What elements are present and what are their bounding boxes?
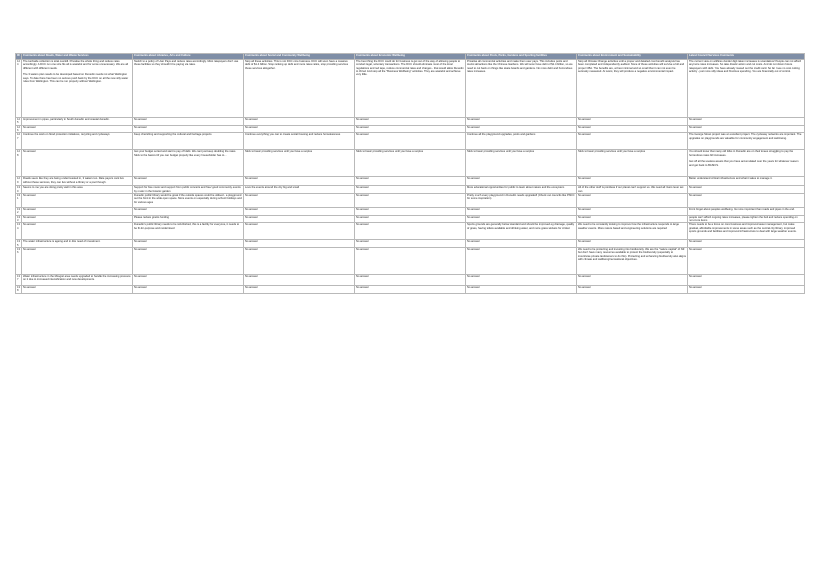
comment-cell[interactable]: Better understand critical infrastructure and what it takes to manage it.	[688, 177, 805, 186]
comment-cell[interactable]: No answer	[688, 248, 805, 275]
row-id-cell[interactable]: 137	[16, 275, 22, 286]
comment-cell[interactable]: Love the events around the city big and small	[244, 186, 355, 194]
comment-cell[interactable]: No answer	[466, 125, 577, 133]
comment-cell[interactable]: Keep cherishing and supporting the cultural and heritage projects	[133, 133, 244, 150]
comment-cell[interactable]: Please reduce grants funding	[133, 215, 244, 223]
comment-cell[interactable]: Continue all the playground upgrades, pools and gardens	[466, 133, 577, 150]
comment-cell[interactable]: No answer	[22, 286, 133, 294]
comment-cell[interactable]: No answer	[577, 208, 688, 216]
comment-cell[interactable]: Front forget about peoples wellbeing. Its more important than roads and pipes in the end.	[688, 208, 805, 216]
comment-cell[interactable]: No answer	[688, 275, 805, 286]
comment-cell[interactable]: Improvement in pipes, particularly in South dunedin and coastal dunedin.	[22, 118, 133, 126]
comment-cell[interactable]: No answer	[466, 215, 577, 223]
comment-cell[interactable]: No answer	[133, 248, 244, 275]
comment-cell[interactable]: No answer	[244, 208, 355, 216]
comment-cell[interactable]: No answer	[355, 208, 466, 216]
comment-cell[interactable]: Seems to me you are doing pretty well in this area	[22, 186, 133, 194]
comment-cell[interactable]: More educational opportunities for public to learn about nature and the ecosystem	[466, 186, 577, 194]
row-id-cell[interactable]: 136	[16, 248, 22, 275]
comment-cell[interactable]: No answer	[22, 215, 133, 223]
table-row	[16, 118, 805, 126]
column-header-social-community[interactable]: Comments about Social and Community Wellbeing	[244, 54, 355, 60]
row-id-cell[interactable]: 124	[16, 60, 22, 118]
comment-cell[interactable]: No answer	[244, 275, 355, 286]
comment-cell[interactable]: No answer	[244, 118, 355, 126]
comment-cell[interactable]: No answer	[355, 186, 466, 194]
comment-cell[interactable]: The current view on artifices dunder digit taken increases is scandalous! People can not afford anymore rates increases. So take drastic action and cut costs. And do not drown future ratepayers with debt. You have already maxed out the credit card. So far I see no cost cutting activity - just more silly ideas and frivolous spending. You are financially out of control.	[688, 60, 805, 118]
comment-cell[interactable]: Water infrastructure in the Mosgiel area needs upgraded to handle the increasing pressure on it due to increased intensification and new developments.	[22, 275, 133, 286]
comment-cell[interactable]: No answer	[466, 286, 577, 294]
comment-cell[interactable]: No answer	[466, 240, 577, 248]
comment-cell[interactable]: There needs to be a focus on core business and improved asset management, but make gradual, affordable improvements in some areas such as the central city library, improved sports grounds and facilities and improved infrastructure to deal with large weather events.	[688, 223, 805, 240]
comment-cell[interactable]: Privatise all commercial activities and make them user pays. This includes pools and tourist attractions like the Chinese Gardens. We will soon have debt of $1.4 billion, so we need to cut back on things like skate boards and gardens. No more debt and horrendous rates increases.	[466, 60, 577, 118]
comment-cell[interactable]: No answer	[133, 275, 244, 286]
comment-cell[interactable]: No answer	[577, 286, 688, 294]
comment-cell[interactable]: No answer	[244, 177, 355, 186]
row-id-cell[interactable]: 127	[16, 133, 22, 150]
row-id-cell[interactable]: 131	[16, 194, 22, 208]
comment-cell[interactable]: No answer	[244, 286, 355, 294]
comment-cell[interactable]: No answer	[244, 240, 355, 248]
row-id-cell[interactable]: 134	[16, 223, 22, 240]
row-id-cell[interactable]: 135	[17, 240, 20, 247]
spreadsheet-view	[15, 53, 804, 294]
comment-cell[interactable]: Stick to basic providing services until you have a surplus	[355, 150, 466, 177]
comment-cell[interactable]: No answer	[466, 275, 577, 286]
comment-cell[interactable]: We need to be protecting and investing into biodiversity. We are the "nature capital" of NZ but don't have many resources available to protect the biodiversity (especially to incentivise private landowners to do this). Protecting and enhancing biodiversity also aligns with climate and wellbeing/recreational objectives.	[577, 248, 688, 275]
comment-cell[interactable]: The water infrastructure is ageing and in dire need of investment.	[22, 240, 133, 248]
comment-cell[interactable]: Stick to basic providing services until you have a surplus	[466, 150, 577, 177]
comment-cell[interactable]: No answer	[133, 208, 244, 216]
comment-cell[interactable]: No answer	[133, 177, 244, 186]
row-id-cell[interactable]: 125	[17, 118, 20, 125]
comment-cell[interactable]: Stick to basic providing services until you have a surplus	[577, 150, 688, 177]
comment-cell[interactable]: No answer	[244, 248, 355, 275]
comment-cell[interactable]: Stop all these activities. This is not DCC core business. DCC will soon have a massive debt of $1.4 billion. Stop ranking up debt and more rates ratios, stop providing services these services altogether.	[244, 60, 355, 118]
comment-cell[interactable]: No answer	[355, 194, 466, 208]
comment-cell[interactable]: No answer	[355, 177, 466, 186]
comment-cell[interactable]: No answer	[133, 240, 244, 248]
comment-cell[interactable]: No answer	[133, 118, 244, 126]
table-row	[16, 286, 805, 294]
comment-cell[interactable]: No answer	[244, 194, 355, 208]
comment-cell[interactable]: Sports grounds are generally below standard and should be improved eg drainage, quality of grass, having toilets available and drinking water, and more grass wickets for cricket	[466, 223, 577, 240]
comment-cell[interactable]: No answer	[355, 125, 466, 133]
table-row	[16, 177, 805, 186]
comment-cell[interactable]: No answer	[355, 223, 466, 240]
column-header-environment[interactable]: Comments about Environment and Sustainability	[577, 54, 688, 60]
comment-cell[interactable]: No answer	[466, 248, 577, 275]
row-id-cell[interactable]: 138	[17, 286, 20, 293]
comment-cell[interactable]: No answer	[688, 186, 805, 194]
column-header-pools-parks[interactable]: Comments about Pools, Parks, Gardens and Sporting facilities	[466, 54, 577, 60]
comment-cell[interactable]: No answer	[577, 133, 688, 150]
comment-cell[interactable]: people can't afford ongoing rates increases, please tighten the belt and reduce spending on non-Core items	[688, 215, 805, 223]
comment-cell[interactable]: Stick to basic providing services until you have a surplus	[244, 150, 355, 177]
table-row	[16, 208, 805, 216]
table-row	[16, 215, 805, 223]
comment-cell[interactable]: No answer	[577, 240, 688, 248]
comment-cell[interactable]: No answer	[22, 150, 133, 177]
comment-cell[interactable]: No answer	[466, 118, 577, 126]
comment-cell[interactable]: No answer	[688, 118, 805, 126]
table-row	[16, 275, 805, 286]
comment-cell[interactable]: No answer	[133, 286, 244, 294]
comment-cell[interactable]: No answer	[355, 286, 466, 294]
comment-cell[interactable]: Support for free music and support from public concerts and free/ good community events by music in the botanic garden	[133, 186, 244, 194]
comments-table	[15, 53, 805, 294]
table-row	[16, 150, 805, 177]
comment-cell[interactable]: No answer	[466, 177, 577, 186]
comment-cell[interactable]: You should know that many old folks in Dunedin are on their knees struggling to pay the horrendous rates bill increases. Get off all the useless assets that you have accumulated over the years for whatever reason and get back to BASICS.	[688, 150, 805, 177]
table-row	[16, 60, 805, 118]
comment-cell[interactable]: No answer	[244, 125, 355, 133]
table-row	[16, 248, 805, 275]
comment-cell[interactable]: Continue the work on flood protection initiatives, recycling and cycleways	[22, 133, 133, 150]
comment-cell[interactable]: No answer	[688, 125, 805, 133]
comment-cell[interactable]: No answer	[22, 248, 133, 275]
comment-cell[interactable]: No answer	[688, 194, 805, 208]
comment-cell[interactable]: No answer	[577, 194, 688, 208]
comment-cell[interactable]: Get your budget sorted and start to pay off debt. We cant just keep doubling the rates. Stick to the basics till you can budget properly like every householder has to...	[133, 150, 244, 177]
row-id-cell[interactable]: 132	[17, 208, 20, 215]
table-row	[16, 223, 805, 240]
table-row	[16, 240, 805, 248]
comment-cell[interactable]: Continue everything you can to create social housing and reduce homelessness	[244, 133, 355, 150]
column-header-roads-water-waste[interactable]: Comments about Roads, Water and Waste Services	[22, 54, 133, 60]
comment-cell[interactable]: We need to be constantly looking to improve how the infrastructure responds to large weather events. More nature based and engineering solutions are required	[577, 223, 688, 240]
column-header-council-services[interactable]: Latest Council Services Comments	[688, 54, 805, 60]
comment-cell[interactable]: No answer	[244, 223, 355, 240]
comment-cell[interactable]: No answer	[577, 125, 688, 133]
comment-cell[interactable]: Roads seem like they are being underinvested in, 3 waters too. Rate payers cant live without these services, they can live without a library or a pool though.	[22, 177, 133, 186]
comment-cell[interactable]: Dunedin public library would be great if the outside spaces could be utilised - a playground out the front in the wide open space. More events on especially during school holidays and for various ages	[133, 194, 244, 208]
comment-cell[interactable]: No answer	[355, 215, 466, 223]
table-row	[16, 186, 805, 194]
column-header-economic[interactable]: Comments about Economic Wellbeing	[355, 54, 466, 60]
table-row	[16, 133, 805, 150]
comment-cell[interactable]: Pretty much every playground in Dunedin needs upgraded! (Check out councils like PNCC for some inspiration)	[466, 194, 577, 208]
row-id-cell[interactable]: 126	[17, 125, 20, 133]
row-id-cell[interactable]: 133	[17, 215, 20, 223]
comment-cell[interactable]: No answer	[355, 248, 466, 275]
comment-cell[interactable]: No answer	[577, 118, 688, 126]
comment-cell[interactable]: No answer	[22, 223, 133, 240]
column-header-libraries-arts-culture[interactable]: Comments about Libraries, Arts and Culture	[133, 54, 244, 60]
comment-cell[interactable]: No answer	[688, 286, 805, 294]
comment-cell[interactable]: No answer	[22, 208, 133, 216]
comment-cell[interactable]: No answer	[355, 118, 466, 126]
row-id-cell[interactable]: 128	[16, 150, 22, 177]
comment-cell[interactable]: No answer	[466, 208, 577, 216]
comment-cell[interactable]: All of the other stuff is pointless if our planet can't support us. We need all rivers lever set can	[577, 186, 688, 194]
column-header-id[interactable]: ID	[16, 54, 22, 60]
comment-cell[interactable]: No answer	[244, 215, 355, 223]
comment-cell[interactable]: No answer	[22, 125, 133, 133]
comment-cell[interactable]: No answer	[133, 125, 244, 133]
comment-cell[interactable]: The kerbside collection is total overkill. Privatise the whole thing and reduce rates accordingly. A DCC run one size fits all is wasteful and for some unnecessary. We are all different with different needs. The 3 waters plan needs to be developed based on Dunedin needs not what Wellington says. To date there has been no serious push back by the DCC on all the new silly water rules from Wellington. This can be run properly without Wellington.	[22, 60, 133, 118]
comment-cell[interactable]: The best thing the DCC could do for business is get out of the way of allowing people to conduct legal, voluntary transactions. The DCC should eliminate most of the local regulations and red tape, reduce commercial rates and charges - that would allow Dunedin to thrive! And stop all the "Business Wellbeing" activities. They are wasteful and achieve very little.	[355, 60, 466, 118]
table-row	[16, 125, 805, 133]
comment-cell[interactable]: Dunedin's public library needs to be refurbished, this is a facility for everyone, it needs to be fit-for-purpose and modernised	[133, 223, 244, 240]
comment-cell[interactable]: No answer	[355, 240, 466, 248]
comment-cell[interactable]: No answer	[355, 275, 466, 286]
table-row	[16, 194, 805, 208]
row-id-cell[interactable]: 129	[16, 177, 22, 186]
comment-cell[interactable]: No answer	[577, 215, 688, 223]
comment-cell[interactable]: Switch to a policy of User Pays and reduce rates accordingly. Most ratepayers don't use these facilities so they shouldn't be paying via rates.	[133, 60, 244, 118]
comment-cell[interactable]: No answer	[577, 275, 688, 286]
comment-cell[interactable]: The George Street project was an excellent project. The cycleway networks are important. The upgrades on playgrounds are valuable for community engagement and well-being.	[688, 133, 805, 150]
comment-cell[interactable]: No answer	[355, 133, 466, 150]
comment-cell[interactable]: No answer	[688, 240, 805, 248]
comment-cell[interactable]: No answer	[22, 194, 133, 208]
row-id-cell[interactable]: 130	[17, 186, 20, 193]
comment-cell[interactable]: No answer	[577, 177, 688, 186]
comment-cell[interactable]: Stop all Climate Change activities until a proper and detailed cost benefit analysis has been completed and independently audited. None of these activities will survive a full and proper CBA. The benefits are, at best minimal and so small that it can not even be seriously measured. At worst, they will produce a negative environmental impact.	[577, 60, 688, 118]
